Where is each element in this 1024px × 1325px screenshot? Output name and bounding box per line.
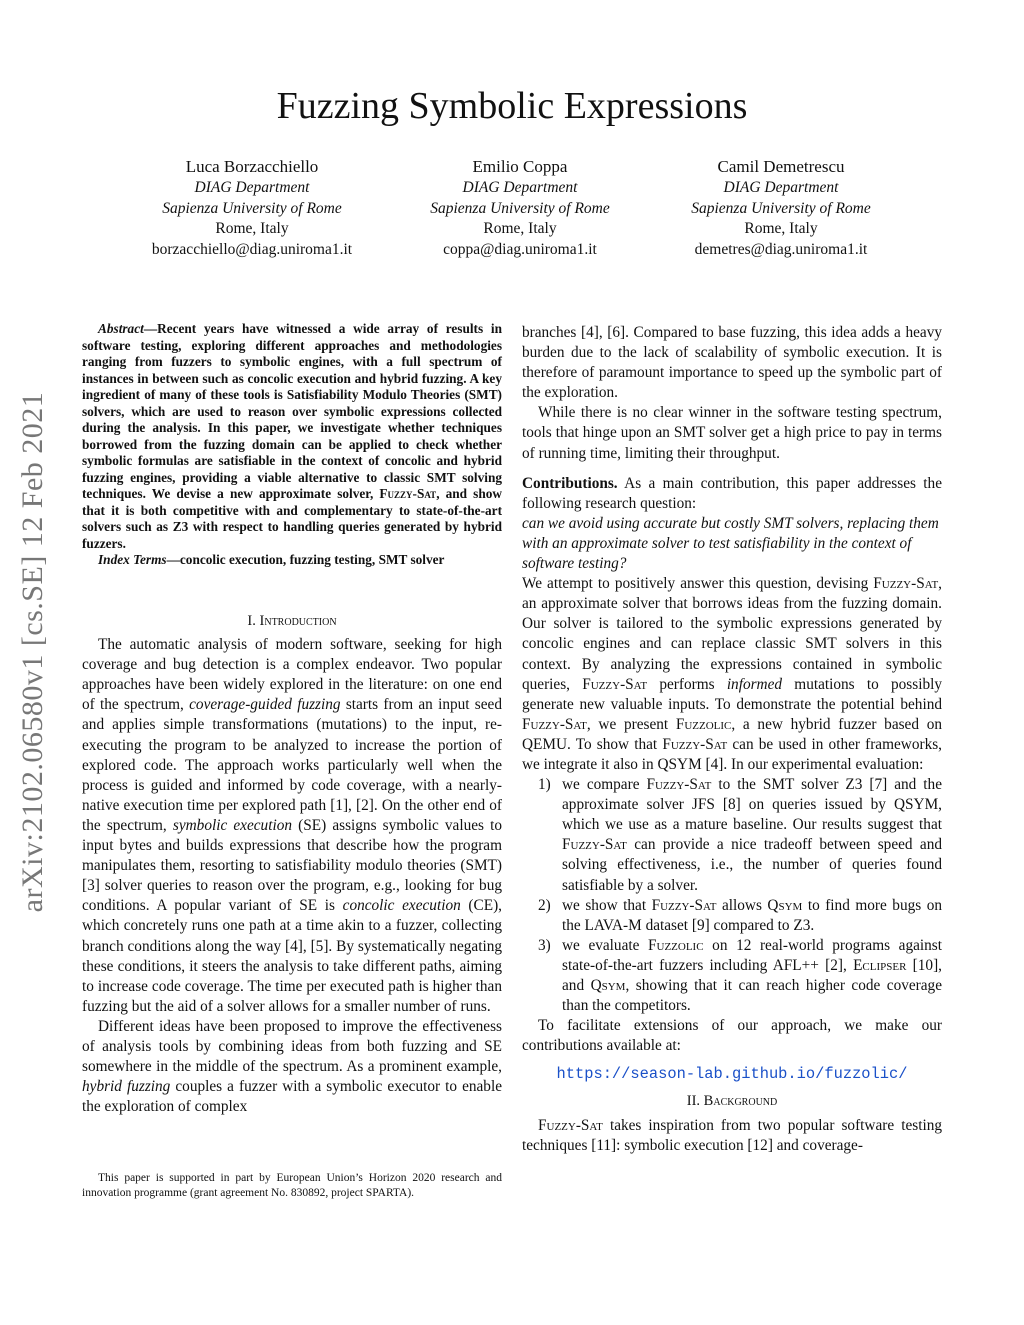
section-heading-background bbox=[522, 1091, 942, 1111]
section-title: Introduction bbox=[259, 613, 337, 629]
author-email[interactable]: coppa@diag.uniroma1.it bbox=[443, 240, 597, 258]
paragraph-continued: branches [4], [6]. Compared to base fuzzing, this idea adds a heavy burden due to the lack of scalability of symbolic execution. It is therefore of paramount importance to speed up the symbolic part of the exploration. bbox=[522, 324, 942, 402]
research-question: can we avoid using accurate but costly SMT solvers, replacing them with an approximate solver to test satisfiability in the context of software testing? bbox=[522, 514, 939, 573]
contributions-paragraph: Contributions. As a main contribution, this paper addresses the following research question: bbox=[522, 474, 942, 512]
section-heading-introduction bbox=[82, 611, 502, 631]
author-univ: Sapienza University of Rome bbox=[162, 199, 342, 217]
author-name: Camil Demetrescu bbox=[717, 157, 845, 176]
index-terms bbox=[82, 552, 502, 569]
author-block-3 bbox=[641, 156, 921, 260]
paragraph-winner: While there is no clear winner in the software testing spectrum, tools that hinge upon an SMT solver get a high price to pay in terms of running time, limiting their throughput. bbox=[522, 404, 942, 462]
author-city: Rome, Italy bbox=[215, 220, 289, 238]
abstract-label: Abstract bbox=[98, 321, 144, 336]
author-city: Rome, Italy bbox=[744, 220, 818, 238]
contribution-list-item-1: 1) we compare Fuzzy-Sat to the SMT solver Z3 [7] and the approximate solver JFS [8] on queries issued by QSYM, which we use as a mature baseline. Our results suggest that Fuzzy-Sat can provide a nice tradeoff between speed and solving effectiveness, i.e., the number of queries found satisfiable by a solver. bbox=[538, 776, 942, 894]
author-block-2 bbox=[380, 156, 660, 260]
left-column bbox=[82, 611, 502, 1117]
background-paragraph: Fuzzy-Sat takes inspiration from two popular software testing techniques [11]: symbolic execution [12] and coverage- bbox=[522, 1116, 942, 1154]
author-univ: Sapienza University of Rome bbox=[691, 199, 871, 217]
right-column bbox=[522, 323, 942, 1156]
author-name: Luca Borzacchiello bbox=[185, 157, 319, 176]
section-title: Background bbox=[703, 1093, 778, 1110]
footnote-text: This paper is supported in part by European Union’s Horizon 2020 research and innovation programme (grant agreement No. 830892, project SPARTA). bbox=[82, 1172, 502, 1199]
list-number: 2) bbox=[538, 896, 551, 914]
attempt-paragraph: We attempt to positively answer this question, devising Fuzzy-Sat, an approximate solver that borrows ideas from the fuzzing domain. Our solver is tailored to the symbolic expressions generated by concolic engines and can replace classic SMT solvers in this context. By analyzing the expressions contained in symbolic queries, Fuzzy-Sat performs informed mutations to possibly generate new valuable inputs. To demonstrate the potential behind Fuzzy-Sat, we present Fuzzolic, a new hybrid fuzzer based on QEMU. To show that Fuzzy-Sat can be used in other frameworks, we integrate it also in QSYM [4]. In our experimental evaluation: bbox=[522, 575, 942, 773]
index-terms-label: Index Terms bbox=[98, 552, 167, 567]
author-email[interactable]: demetres@diag.uniroma1.it bbox=[694, 240, 868, 258]
author-univ: Sapienza University of Rome bbox=[430, 199, 610, 217]
author-dept: DIAG Department bbox=[194, 179, 310, 196]
author-dept: DIAG Department bbox=[462, 179, 578, 196]
index-terms-text: —concolic execution, fuzzing testing, SMT solver bbox=[166, 552, 445, 567]
list-number: 3) bbox=[538, 936, 551, 954]
facilitate-paragraph: To facilitate extensions of our approach, we make our contributions available at: bbox=[522, 1017, 942, 1055]
section-number: II. bbox=[686, 1093, 704, 1110]
intro-paragraph-2: Different ideas have been proposed to improve the effectiveness of analysis tools by combining ideas from both fuzzing and SE somewhere in the middle of the spectrum. As a prominent example, hybrid fuzzing couples a fuzzer with a symbolic executor to enable the exploration of complex bbox=[82, 1017, 502, 1116]
author-dept: DIAG Department bbox=[723, 179, 839, 196]
paper-title: Fuzzing Symbolic Expressions bbox=[276, 85, 748, 127]
section-number: I. bbox=[247, 613, 260, 629]
author-block-1 bbox=[112, 156, 392, 260]
footnote bbox=[82, 1171, 502, 1200]
author-email[interactable]: borzacchiello@diag.uniroma1.it bbox=[151, 240, 353, 258]
abstract bbox=[82, 321, 502, 569]
contribution-list-item-3: 3) we evaluate Fuzzolic on 12 real-world programs against state-of-the-art fuzzers including AFL++ [2], Eclipser [10], and Qsym, showing that it can reach higher code coverage than the competitors. bbox=[538, 936, 942, 1015]
abstract-paragraph bbox=[82, 321, 502, 552]
arxiv-sidebar bbox=[8, 362, 58, 942]
contributions-label: Contributions. bbox=[522, 474, 618, 492]
intro-paragraph-1: The automatic analysis of modern software, seeking for high coverage and bug detection is a complex endeavor. Two popular approaches have been widely explored in the literature: on one end of the spectrum, coverage-guided fuzzing starts from an input seed and applies simple transformations (mutations) to the input, re-executing the program to be analyzed to increase the portion of explored code. The approach works particularly well when the process is guided and informed by code coverage, with a nearly-native execution time per explored path [1], [2]. On the other end of the spectrum, symbolic execution (SE) assigns symbolic values to input bytes and builds expressions that describe how the program manipulates them, resorting to satisfiability modulo theories (SMT) [3] solver queries to reason over the program, e.g., looking for bug conditions. A popular variant of SE is concolic execution (CE), which concretely runs one path at a time akin to a fuzzer, collecting branch conditions along the way [4], [5]. By systematically negating these conditions, it steers the analysis to take different paths, aiming to increase code coverage. The time per executed path is higher than fuzzing but the aid of a solver allows for a smaller number of runs. bbox=[82, 636, 503, 1015]
abstract-text: —Recent years have witnessed a wide array of results in software testing, exploring different approaches and methodologies ranging from fuzzers to symbolic engines, with a full spectrum of instances in between such as concolic execution and hybrid fuzzing. A key ingredient of many of these tools is Satisfiability Modulo Theories (SMT) solvers, which are used to reason over symbolic expressions collected during the analysis. In this paper, we investigate whether techniques borrowed from the fuzzing domain can be applied to check whether symbolic formulas are satisfiable in the context of concolic and hybrid fuzzing engines, providing a viable alternative to classic SMT solving techniques. We devise a new approximate solver, bbox=[82, 321, 502, 501]
fuzzysat-name: Fuzzy-Sat bbox=[379, 486, 437, 501]
arxiv-identifier: arXiv:2102.06580v1 [cs.SE] 12 Feb 2021 bbox=[16, 391, 49, 913]
project-url-link[interactable]: https://season-lab.github.io/fuzzolic/ bbox=[556, 1065, 908, 1084]
author-name: Emilio Coppa bbox=[472, 157, 568, 176]
contribution-list-item-2: 2) we show that Fuzzy-Sat allows Qsym to find more bugs on the LAVA-M dataset [9] compared to Z3. bbox=[538, 896, 942, 934]
author-city: Rome, Italy bbox=[483, 220, 557, 238]
list-number: 1) bbox=[538, 776, 551, 794]
abstract-text-2: , and show that it is both competitive with and complementary to state-of-the-art solvers such as Z3 with respect to handling queries generated by hybrid fuzzers. bbox=[82, 486, 502, 551]
